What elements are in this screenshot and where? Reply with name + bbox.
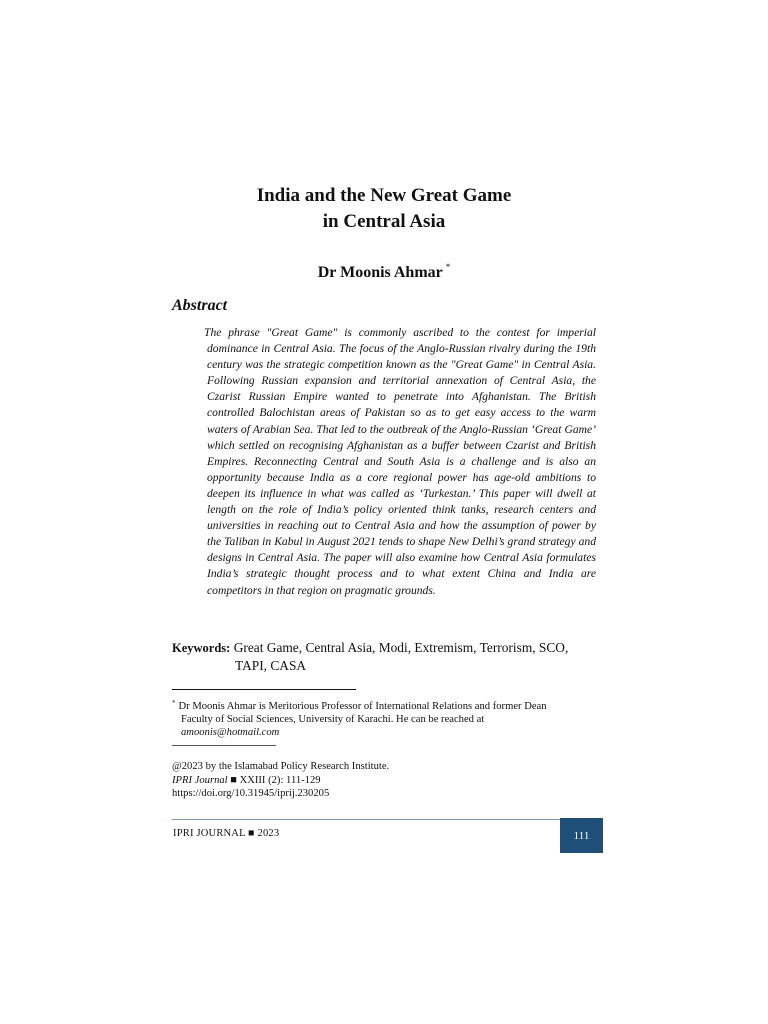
copyright-block [172,760,592,801]
author-email-link[interactable]: amoonis@hotmail.com [181,727,280,738]
author-line [0,262,768,282]
keywords-line-2: TAPI, CASA [235,658,307,673]
copyright-line: @2023 by the Islamabad Policy Research Institute. [172,761,390,772]
keywords-line-1: Great Game, Central Asia, Modi, Extremism, Terrorism, SCO, [233,640,569,655]
title-line-1: India and the New Great Game [256,185,512,206]
article-title [0,183,768,235]
journal-volume-line [172,774,592,788]
keywords-block [172,639,602,674]
author-footnote [172,697,592,739]
doi-link[interactable]: https://doi.org/10.31945/iprij.230205 [172,788,330,799]
footnote-line-1: Dr Moonis Ahmar is Meritorious Professor of International Relations and former Dean [178,701,547,712]
footnote-marker: * [172,699,176,707]
page-number: 111 [573,829,590,842]
abstract-heading: Abstract [172,297,228,314]
title-line-2: in Central Asia [322,211,446,232]
journal-volume: XXIII (2): 111-129 [239,774,321,786]
author-footnote-marker[interactable]: * [445,262,451,272]
footnote-line-2: Faculty of Social Sciences, University of Karachi. He can be reached at [181,714,485,725]
footer-divider [172,819,560,820]
square-separator-icon: ■ [230,773,237,786]
footer-journal-year: IPRI JOURNAL ■ 2023 [173,828,280,839]
page-number-badge [560,818,603,853]
copyright-divider [172,745,276,746]
abstract-text: The phrase "Great Game" is commonly ascribed to the contest for imperial dominance in Central Asia. The focus of the Anglo-Russian rivalry during the 19th century was the strategic competition known as the "Great Game" in Central Asia. Following Russian expansion and territorial annexation of Central Asia, the Czarist Russian Empire wanted to penetrate into Afghanistan. The British controlled Balochistan areas of Pakistan so as to get easy access to the warm waters of Arabian Sea. That led to the outbreak of the Anglo-Russian ‘Great Game’ which settled on recognising Afghanistan as a buffer between Czarist and British Empires. Reconnecting Central and South Asia is a challenge and is also an opportunity because India as a core regional power has age-old ambitions to deepen its influence in what was called as ‘Turkestan.’ This paper will dwell at length on the role of India’s policy oriented think tanks, research centers and universities in reaching out to Central Asia and how the assumption of power by the Taliban in Kabul in August 2021 tends to shape New Delhi’s grand strategy and designs in Central Asia. The paper will also examine how Central Asia formulates India’s strategic thought process and to what extent China and India are competitors in that region on pragmatic grounds. [204,326,596,597]
keywords-label: Keywords: [172,641,231,655]
author-name: Dr Moonis Ahmar [317,264,443,281]
journal-name: IPRI Journal [172,774,228,786]
footnote-divider [172,689,356,690]
